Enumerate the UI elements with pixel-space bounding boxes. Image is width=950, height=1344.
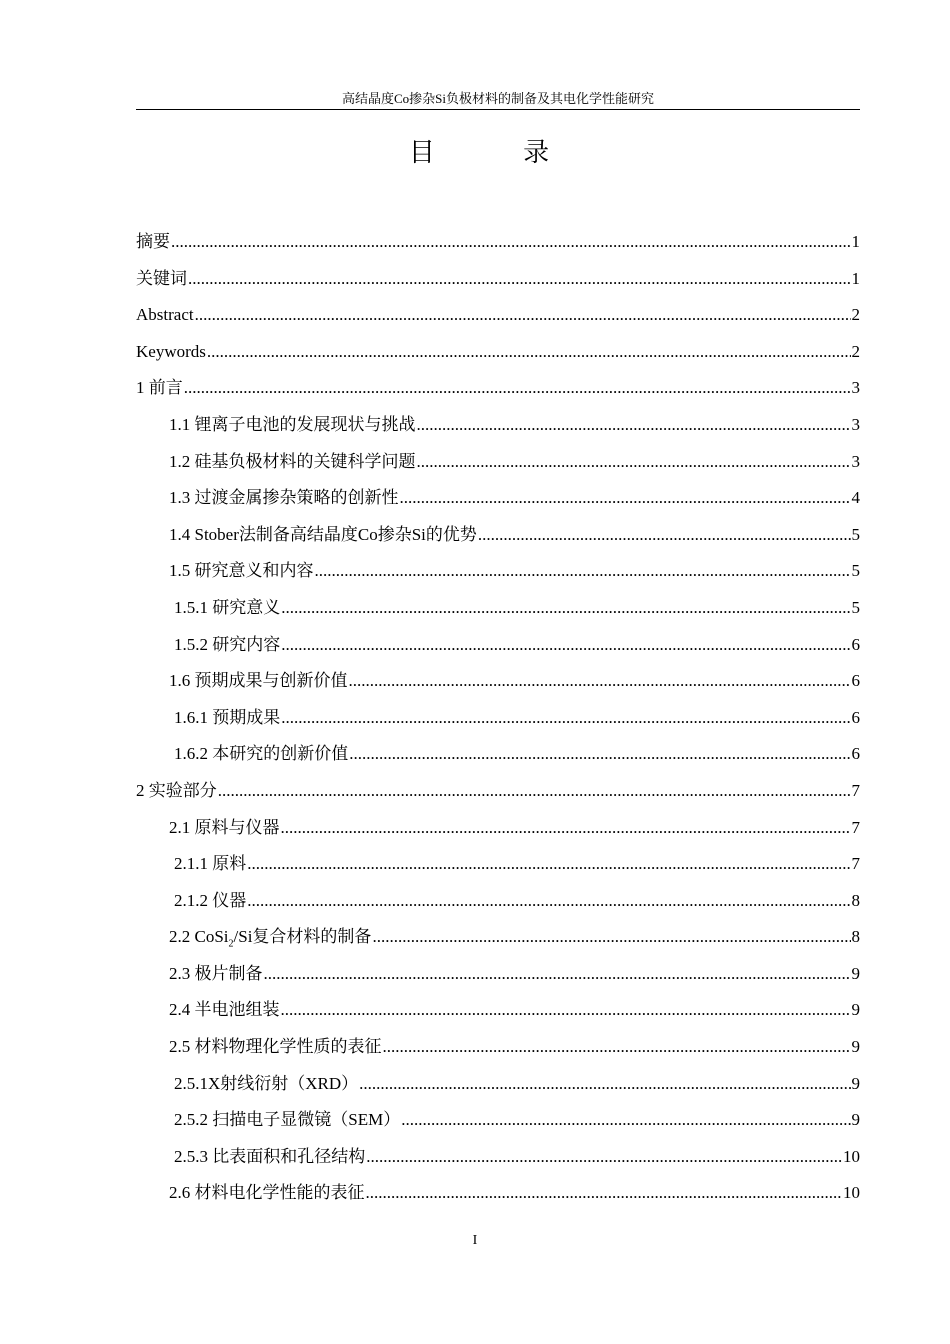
toc-entry-label: 摘要 [136, 232, 170, 251]
toc-entry-label: 1.3 过渡金属掺杂策略的创新性 [169, 488, 399, 508]
toc-entry-label: 2.1.2 仪器 [174, 890, 247, 910]
toc-entry-page: 9 [851, 963, 860, 983]
toc-dot-leader [366, 1139, 842, 1176]
toc-dot-leader [281, 810, 851, 847]
toc-entry-label: 2.1.1 原料 [174, 854, 247, 874]
toc-entry-page: 6 [851, 744, 860, 764]
toc-dot-leader [478, 517, 851, 554]
toc-entry[interactable] [136, 992, 860, 1029]
toc-entry-page: 10 [843, 1183, 860, 1203]
toc-dot-leader [417, 444, 851, 481]
toc-dot-leader [401, 1102, 850, 1139]
toc-entry[interactable] [136, 224, 860, 261]
toc-dot-leader [218, 773, 851, 810]
toc-entry-label: Abstract [136, 305, 194, 325]
toc-entry-page: 6 [851, 671, 860, 691]
toc-entry-label: 1 前言 [136, 378, 183, 398]
toc-entry-label: 1.6.1 预期成果 [174, 707, 281, 727]
page-number: I [472, 1233, 478, 1248]
toc-entry[interactable] [136, 956, 860, 993]
toc-entry-label: 2 实验部分 [136, 780, 217, 800]
header-rule [136, 109, 860, 110]
toc-entry[interactable] [136, 480, 860, 517]
toc-dot-leader [383, 1029, 851, 1066]
toc-entry-page: 5 [851, 524, 860, 544]
table-of-contents [136, 224, 860, 1212]
toc-entry[interactable] [136, 773, 860, 810]
toc-entry-label: 1.6 预期成果与创新价值 [169, 671, 348, 691]
toc-dot-leader [188, 261, 851, 298]
toc-entry-page: 5 [851, 597, 860, 617]
toc-entry-label: 2.5.1X射线衍射（XRD） [174, 1073, 359, 1093]
toc-entry[interactable] [136, 407, 860, 444]
toc-entry-page: 3 [851, 378, 860, 398]
toc-entry-label: 2.5 材料物理化学性质的表征 [169, 1037, 382, 1057]
toc-entry-label: 1.5.1 研究意义 [174, 597, 281, 617]
toc-entry-page: 9 [851, 1000, 860, 1020]
toc-dot-leader [264, 956, 851, 993]
toc-entry-label: 2.2 CoSi$_2$/Si复合材料的制备 [169, 927, 372, 950]
toc-entry-page: 3 [851, 451, 860, 471]
toc-dot-leader [247, 883, 850, 920]
toc-entry-label: 2.3 极片制备 [169, 963, 263, 983]
toc-entry[interactable] [136, 810, 860, 847]
toc-entry[interactable] [136, 553, 860, 590]
toc-dot-leader [184, 370, 851, 407]
toc-entry-page: 5 [851, 561, 860, 581]
toc-entry-page: 9 [851, 1037, 860, 1057]
toc-entry-page: 6 [851, 707, 860, 727]
toc-entry-label: 1.5.2 研究内容 [174, 634, 281, 654]
toc-dot-leader [171, 224, 851, 261]
toc-entry-label: 1.4 Stober法制备高结晶度Co掺杂Si的优势 [169, 524, 477, 544]
toc-entry-page: 3 [851, 414, 860, 434]
toc-dot-leader [281, 590, 850, 627]
toc-entry[interactable] [136, 297, 860, 334]
running-header: 高结晶度Co掺杂Si负极材料的制备及其电化学性能研究 [341, 91, 654, 106]
toc-dot-leader [207, 334, 851, 371]
toc-entry[interactable] [136, 883, 860, 920]
toc-entry-label: 1.2 硅基负极材料的关键科学问题 [169, 451, 416, 471]
toc-entry-label: 2.1 原料与仪器 [169, 817, 280, 837]
toc-entry-page: 4 [851, 488, 860, 508]
toc-entry[interactable] [136, 444, 860, 481]
toc-entry-label: Keywords [136, 341, 206, 361]
toc-entry-page: 8 [851, 927, 860, 947]
toc-entry-page: 1 [851, 268, 860, 288]
toc-entry-label: 2.6 材料电化学性能的表征 [169, 1183, 365, 1203]
toc-entry[interactable] [136, 846, 860, 883]
page-title: 目 录 [408, 138, 590, 168]
toc-entry[interactable] [136, 1029, 860, 1066]
toc-dot-leader [315, 553, 851, 590]
toc-entry-page: 9 [851, 1073, 860, 1093]
toc-entry[interactable] [136, 1139, 860, 1176]
toc-entry[interactable] [136, 370, 860, 407]
toc-dot-leader [366, 1175, 843, 1212]
toc-entry-page: 7 [851, 854, 860, 874]
toc-entry-page: 7 [851, 817, 860, 837]
toc-entry[interactable] [136, 590, 860, 627]
toc-entry-page: 8 [851, 890, 860, 910]
toc-entry-label: 关键词 [136, 268, 187, 288]
toc-dot-leader [349, 663, 851, 700]
toc-entry[interactable] [136, 627, 860, 664]
toc-dot-leader [372, 919, 850, 956]
toc-entry[interactable] [136, 700, 860, 737]
toc-entry-label: 1.1 锂离子电池的发展现状与挑战 [169, 414, 416, 434]
toc-entry-label: 1.6.2 本研究的创新价值 [174, 744, 349, 764]
toc-entry-label: 1.5 研究意义和内容 [169, 561, 314, 581]
toc-entry-page: 2 [851, 341, 860, 361]
toc-entry-page: 1 [851, 232, 860, 251]
toc-dot-leader [247, 846, 850, 883]
toc-entry[interactable] [136, 736, 860, 773]
toc-entry-page: 7 [851, 780, 860, 800]
toc-entry-page: 2 [851, 305, 860, 325]
toc-dot-leader [195, 297, 851, 334]
toc-entry-label: 2.5.3 比表面积和孔径结构 [174, 1146, 366, 1166]
toc-dot-leader [359, 1066, 850, 1103]
toc-entry[interactable] [136, 919, 860, 956]
toc-entry[interactable] [136, 1102, 860, 1139]
toc-entry[interactable] [136, 334, 860, 371]
toc-dot-leader [281, 627, 850, 664]
toc-entry-page: 9 [851, 1110, 860, 1130]
toc-entry-label: 2.4 半电池组装 [169, 1000, 280, 1020]
toc-dot-leader [281, 992, 851, 1029]
toc-entry[interactable] [136, 1175, 860, 1212]
toc-entry-label: 2.5.2 扫描电子显微镜（SEM） [174, 1110, 401, 1130]
toc-entry[interactable] [136, 261, 860, 298]
toc-entry-page: 10 [843, 1146, 860, 1166]
toc-entry[interactable] [136, 517, 860, 554]
toc-entry[interactable] [136, 1066, 860, 1103]
toc-dot-leader [400, 480, 851, 517]
toc-dot-leader [349, 736, 850, 773]
toc-entry-page: 6 [851, 634, 860, 654]
toc-dot-leader [281, 700, 850, 737]
toc-dot-leader [417, 407, 851, 444]
toc-entry[interactable] [136, 663, 860, 700]
